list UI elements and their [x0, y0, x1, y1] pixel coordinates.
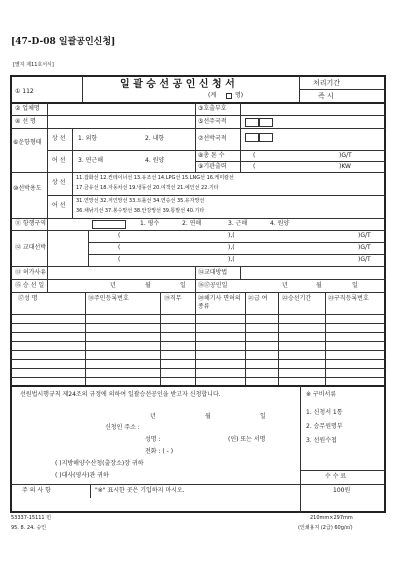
exchange-row1-mid: ),(: [228, 232, 235, 239]
call-sign-label: ③호출부호: [198, 105, 227, 112]
fishing-uses-line1: 31.연망선 32.저인망선 33.트롤선 34.연승선 35.유자망선: [76, 198, 205, 204]
ship-nationality-box-1[interactable]: [245, 133, 259, 142]
exchange-row2-mid: ),(: [228, 244, 235, 251]
tonnage-open: (: [253, 152, 256, 159]
col-id: ⑱주민등록번호: [88, 295, 129, 302]
addressee-office: ( )지방해양수산청(출장소)장 귀하: [55, 460, 144, 467]
merchant-uses-line1: 11.잡화선 12.컨테이너선 13.유조선 14.LPG선 15.LNG선 16.케미칼선: [76, 175, 234, 181]
owner-nationality-box-2[interactable]: [259, 118, 273, 127]
applicant-name: 성명 :: [145, 436, 161, 443]
form-title: 일 괄 승 선 공 인 신 청 서: [120, 79, 235, 90]
ship-use-label: ⑩선박용도: [13, 185, 42, 192]
required-doc-3: 3. 선원수첩: [306, 437, 337, 444]
exchange-row3-open: (: [118, 256, 121, 263]
processing-period-value: 즉 시: [318, 92, 334, 100]
footer-paper-spec: (인쇄용지 (2급) 60g/㎡): [298, 525, 353, 531]
col-name: ⑰성 명: [18, 295, 38, 302]
application-number: ① 112: [15, 88, 34, 95]
col-rank: ⑲직무: [164, 295, 182, 302]
applicant-seal: (인) 또는 서명: [228, 436, 266, 443]
route-area-label: ⑪ 항행구역: [15, 220, 47, 227]
fishing-label: 어 선: [52, 157, 66, 164]
area-option-4[interactable]: 4. 원양: [270, 220, 290, 227]
merchant-use-label: 상 선: [52, 179, 66, 186]
footer-paper-size: 210mm×297mm: [310, 515, 353, 521]
route-option-ocean[interactable]: 1. 외항: [78, 135, 98, 142]
exchange-row2-open: (: [118, 244, 121, 251]
fishing-uses-line2: 36.채낚기선 37.봉수망선 38.안강망선 39.통발선 40.기타: [76, 208, 205, 214]
exchange-method-label: ⑭교대방법: [198, 269, 228, 276]
route-type-label: ⑥운항형태: [13, 139, 42, 146]
form-code: [47-D-08 일괄공인신청]: [11, 37, 116, 47]
certify-year: 년: [282, 282, 288, 289]
decl-year: 년: [150, 413, 156, 420]
boarding-month: 월: [145, 282, 151, 289]
footer-approval: 95. 8. 24. 승인: [11, 525, 47, 531]
engine-output-label: ⑨기관출력: [198, 163, 227, 170]
addressee-consulate: ( )대사(영사)관 귀하: [55, 472, 109, 479]
route-area-box[interactable]: [92, 220, 126, 229]
certify-day: 일: [352, 282, 358, 289]
decl-month: 월: [205, 413, 211, 420]
required-doc-2: 2. 승무원명부: [306, 423, 343, 430]
notes-text: "※" 표시한 곳은 기입하지 마시오.: [95, 487, 185, 494]
owner-nationality-box-1[interactable]: [245, 118, 259, 127]
count-input[interactable]: [226, 93, 232, 99]
fee-value: 100원: [333, 487, 351, 494]
exchange-row2-unit: )G/T: [358, 244, 371, 251]
notes-label: 주 의 사 항: [22, 487, 51, 494]
count-prefix: (계: [208, 92, 217, 99]
route-option-coastal[interactable]: 3. 연근해: [78, 157, 104, 164]
col-license: ⑳해기사 면허의 종류: [198, 295, 241, 310]
ship-name-label: ④ 선 명: [15, 118, 36, 125]
declaration-text: 선원법시행규칙 제24조의 규정에 의하여 일괄승선공인을 받고자 신청합니다.: [20, 391, 221, 398]
company-label: ② 업체명: [15, 105, 40, 112]
exchange-row3-unit: )G/T: [358, 256, 371, 263]
applicant-phone: 전화 : ( - ): [145, 448, 174, 455]
merchant-uses-line2: 17.금유선 18.자동차선 19.냉동선 20.여객선 21.예인선 22.기타: [76, 185, 219, 191]
exchange-ship-label: ⑫ 교대선박: [15, 244, 47, 251]
certify-month: 월: [316, 282, 322, 289]
area-option-3[interactable]: 3. 근해: [228, 220, 248, 227]
permit-reason-label: ⑬ 허가사유: [15, 269, 47, 276]
tonnage-label: ⑧총 톤 수: [198, 152, 225, 159]
engine-unit: )KW: [339, 163, 351, 170]
required-doc-1: 1. 신청서 1통: [306, 409, 343, 416]
ship-nationality-label: ⑦선박국적: [198, 135, 227, 142]
merchant-label: 상 선: [52, 135, 66, 142]
boarding-day: 일: [180, 282, 186, 289]
boarding-date-label: ⑮ 승 선 일: [15, 282, 45, 289]
form-number: [별지 제11호서식]: [13, 62, 54, 68]
required-docs-title: ※ 구비서류: [306, 391, 337, 398]
decl-day: 일: [260, 413, 266, 420]
exchange-row1-unit: )G/T: [358, 232, 371, 239]
ship-nationality-box-2[interactable]: [259, 133, 273, 142]
area-option-2[interactable]: 2. 연해: [182, 220, 202, 227]
ship-owner-nationality-label: ⑤선주국적: [198, 118, 227, 125]
route-option-domestic[interactable]: 2. 내항: [145, 135, 165, 142]
boarding-year: 년: [110, 282, 116, 289]
fee-label: 수 수 료: [325, 473, 347, 480]
col-crew-number: ㉓구직등록번호: [328, 295, 369, 302]
exchange-row1-open: (: [118, 232, 121, 239]
exchange-row3-mid: ),(: [228, 256, 235, 263]
tonnage-unit: )G/T: [339, 152, 352, 159]
engine-open: (: [253, 163, 256, 170]
count-suffix: 명): [235, 92, 244, 99]
area-option-1[interactable]: 1. 평수: [140, 220, 160, 227]
processing-period-label: 처리기간: [313, 79, 341, 87]
col-period: ㉒승선기간: [282, 295, 312, 302]
footer-code: 53337-15111 민: [11, 515, 52, 521]
col-salary: ㉑급 여: [248, 295, 268, 302]
applicant-address: 신청인 주소 :: [105, 424, 140, 431]
fishing-use-label: 어 선: [52, 202, 66, 209]
certify-date-label: ⑯⑰공인일: [198, 282, 228, 289]
route-option-deepsea[interactable]: 4. 원양: [145, 157, 165, 164]
